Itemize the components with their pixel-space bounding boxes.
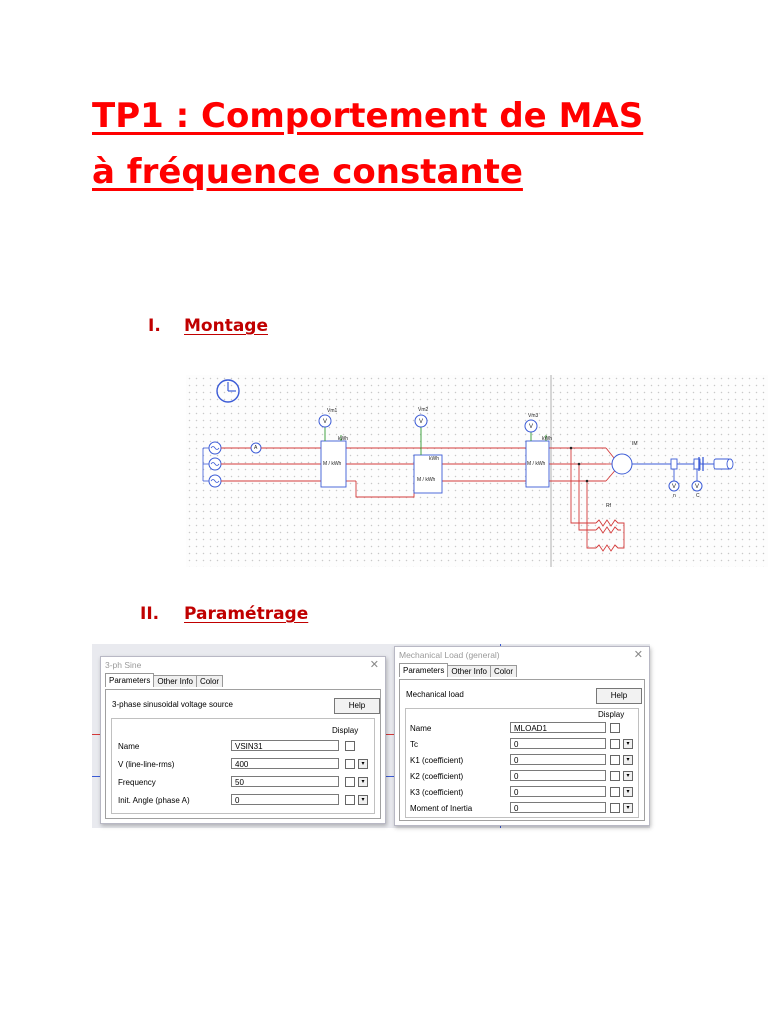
tab-other-info[interactable]: Other Info (447, 665, 491, 677)
dropdown-icon[interactable]: ▾ (358, 759, 368, 769)
vm1-label: Vm1 (327, 408, 338, 414)
frequency-label: Frequency (118, 778, 156, 787)
circuit-schematic (186, 375, 768, 567)
mechanical-load-icon (714, 459, 733, 469)
kwh3-label: kWh (542, 436, 552, 442)
title-line-1: TP1 : Comportement de MAS (92, 96, 644, 136)
tab-color[interactable]: Color (490, 665, 517, 677)
display-checkbox[interactable] (345, 795, 355, 805)
motor-icon (612, 454, 632, 474)
section-label: Paramétrage (184, 604, 309, 624)
wattmeter-icon (321, 441, 549, 493)
dialog-title: 3-ph Sine (105, 660, 142, 670)
dropdown-icon[interactable]: ▾ (623, 803, 633, 813)
section-montage-heading (148, 316, 268, 336)
tab-color[interactable]: Color (196, 675, 223, 687)
sine-source-dialog (100, 656, 386, 824)
tab-parameters[interactable]: Parameters (399, 663, 448, 677)
sensor-n-label: n (673, 493, 676, 499)
voltmeter-leads (325, 427, 546, 455)
display-checkbox[interactable] (610, 787, 620, 797)
inertia-input[interactable]: 0 (510, 802, 606, 813)
section-number: II. (140, 604, 160, 624)
name-label: Name (118, 742, 140, 751)
voltage-label: V (line-line-rms) (118, 760, 175, 769)
k1-input[interactable]: 0 (510, 754, 606, 765)
vm3-symbol: V (529, 424, 534, 430)
tc-label: Tc (410, 740, 418, 749)
voltmeter-icon (319, 415, 702, 491)
tc-input[interactable]: 0 (510, 738, 606, 749)
torque-meter-symbol: V (695, 484, 700, 490)
meter2-label: M / kWh (417, 477, 436, 483)
display-checkbox[interactable] (345, 759, 355, 769)
circuit-drawing (186, 375, 768, 567)
vm3-label: Vm3 (528, 413, 539, 419)
display-header: Display (598, 710, 625, 719)
display-checkbox[interactable] (610, 771, 620, 781)
meter1-label: M / kWh (323, 461, 342, 467)
dropdown-icon[interactable]: ▾ (623, 739, 633, 749)
inertia-label: Moment of Inertia (410, 804, 473, 813)
vm1-symbol: V (323, 419, 328, 425)
name-input[interactable]: MLOAD1 (510, 722, 606, 733)
display-checkbox[interactable] (610, 723, 620, 733)
display-checkbox[interactable] (610, 739, 620, 749)
display-checkbox[interactable] (610, 755, 620, 765)
component-description: Mechanical load (406, 690, 464, 699)
component-description: 3-phase sinusoidal voltage source (112, 700, 233, 709)
ammeter-label: A (254, 445, 258, 451)
kwh2-label: kWh (429, 456, 439, 462)
parameters-panel (399, 679, 645, 821)
resistor-icon (596, 520, 621, 551)
sensor-c-label: C (696, 493, 700, 499)
motor-label: IM (632, 441, 638, 447)
load-label: Rf (606, 503, 611, 509)
init-angle-input[interactable]: 0 (231, 794, 339, 805)
k2-input[interactable]: 0 (510, 770, 606, 781)
tab-bar (399, 665, 516, 677)
meter3-label: M / kWh (527, 461, 546, 467)
vm2-symbol: V (419, 419, 424, 425)
help-button[interactable]: Help (596, 688, 642, 704)
dropdown-icon[interactable]: ▾ (623, 771, 633, 781)
mechanical-load-dialog (394, 646, 650, 826)
k1-label: K1 (coefficient) (410, 756, 464, 765)
dropdown-icon[interactable]: ▾ (358, 777, 368, 787)
frequency-input[interactable]: 50 (231, 776, 339, 787)
dropdown-icon[interactable]: ▾ (623, 755, 633, 765)
section-parametrage-heading (140, 604, 308, 624)
close-icon[interactable]: ✕ (633, 649, 643, 661)
document-title (92, 88, 712, 200)
parameters-panel (105, 689, 381, 819)
voltage-input[interactable]: 400 (231, 758, 339, 769)
help-button[interactable]: Help (334, 698, 380, 714)
speed-sensor-icon (671, 459, 677, 469)
k3-label: K3 (coefficient) (410, 788, 464, 797)
section-number: I. (148, 316, 161, 336)
vm2-label: Vm2 (418, 407, 429, 413)
tab-parameters[interactable]: Parameters (105, 673, 154, 687)
display-header: Display (332, 726, 359, 735)
name-input[interactable]: VSIN31 (231, 740, 339, 751)
speed-meter-symbol: V (672, 484, 677, 490)
clock-icon (217, 380, 239, 402)
name-label: Name (410, 724, 432, 733)
title-line-2: à fréquence constante (92, 152, 523, 192)
dialog-title: Mechanical Load (general) (399, 650, 500, 660)
display-checkbox[interactable] (610, 803, 620, 813)
k3-input[interactable]: 0 (510, 786, 606, 797)
kwh1-label: kWh (338, 436, 348, 442)
close-icon[interactable]: ✕ (369, 659, 379, 671)
tab-bar (105, 675, 222, 687)
init-angle-label: Init. Angle (phase A) (118, 796, 190, 805)
tab-other-info[interactable]: Other Info (153, 675, 197, 687)
dropdown-icon[interactable]: ▾ (623, 787, 633, 797)
display-checkbox[interactable] (345, 741, 355, 751)
voltage-source-icon (203, 442, 221, 487)
dropdown-icon[interactable]: ▾ (358, 795, 368, 805)
k2-label: K2 (coefficient) (410, 772, 464, 781)
section-label: Montage (184, 316, 268, 336)
display-checkbox[interactable] (345, 777, 355, 787)
